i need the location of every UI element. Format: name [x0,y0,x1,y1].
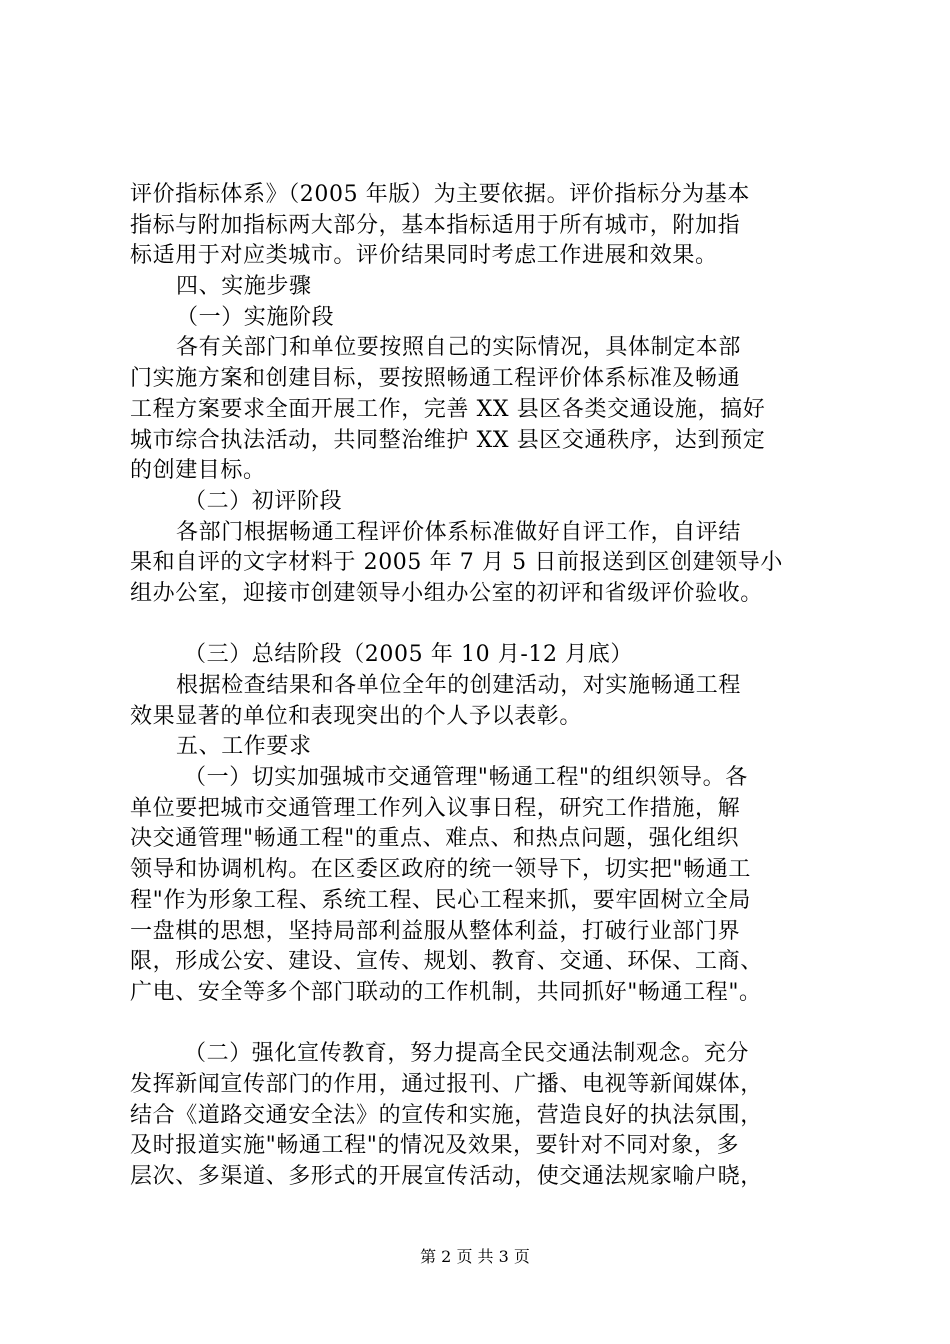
text-line: 城市综合执法活动，共同整治维护 XX 县区交通秩序，达到预定 [130,427,766,453]
section-heading: 五、工作要求 [176,734,312,760]
text-line: 层次、多渠道、多形式的开展宣传活动，使交通法规家喻户晓， [130,1164,763,1189]
text-line: 程"作为形象工程、系统工程、民心工程来抓，要牢固树立全局 [130,887,751,913]
text-line: 指标与附加指标两大部分，基本指标适用于所有城市，附加指 [130,212,741,238]
page-number: 第 2 页 共 3 页 [420,1247,530,1266]
document-body [130,180,850,1193]
text-line: 广电、安全等多个部门联动的工作机制，共同抓好"畅通工程"。 [130,979,762,1005]
text-line: 效果显著的单位和表现突出的个人予以表彰。 [130,703,583,729]
text-line: （一）切实加强城市交通管理"畅通工程"的组织领导。各 [184,765,748,791]
text-line: 限，形成公安、建设、宣传、规划、教育、交通、环保、工商、 [130,949,763,975]
subsection-heading: （一）实施阶段 [176,304,335,330]
text-line: 的创建目标。 [130,458,266,484]
text-line: 根据检查结果和各单位全年的创建活动，对实施畅通工程 [176,673,742,698]
text-line: 组办公室，迎接市创建领导小组办公室的初评和省级评价验收。 [130,580,763,606]
text-line: 果和自评的文字材料于 2005 年 7 月 5 日前报送到区创建领导小 [130,550,783,576]
text-line: 评价指标体系》（2005 年版）为主要依据。评价指标分为基本 [130,182,750,207]
text-line: 标适用于对应类城市。评价结果同时考虑工作进展和效果。 [130,243,718,269]
text-line: 单位要把城市交通管理工作列入议事日程，研究工作措施，解 [130,795,741,821]
text-line: 各有关部门和单位要按照自己的实际情况，具体制定本部 [176,335,742,361]
subsection-heading: （三）总结阶段（2005 年 10 月-12 月底） [184,642,633,668]
page-footer [0,1247,950,1267]
paragraph-gap [130,610,850,641]
text-line: （二）强化宣传教育，努力提高全民交通法制观念。充分 [184,1041,750,1067]
text-line: 及时报道实施"畅通工程"的情况及效果，要针对不同对象，多 [130,1133,740,1159]
text-line: 决交通管理"畅通工程"的重点、难点、和热点问题，强化组织 [130,826,740,852]
section-heading: 四、实施步骤 [176,274,312,300]
text-line: 各部门根据畅通工程评价体系标准做好自评工作，自评结 [176,519,742,545]
text-line: 发挥新闻宣传部门的作用，通过报刊、广播、电视等新闻媒体， [130,1071,763,1097]
text-line: 工程方案要求全面开展工作，完善 XX 县区各类交通设施，搞好 [130,396,766,422]
text-line: 门实施方案和创建目标，要按照畅通工程评价体系标准及畅通 [130,366,741,392]
text-line: 一盘棋的思想，坚持局部利益服从整体利益，打破行业部门界 [130,918,741,944]
paragraph-gap [130,1009,850,1040]
subsection-heading: （二）初评阶段 [184,488,343,514]
text-line: 结合《道路交通安全法》的宣传和实施，营造良好的执法氛围， [130,1102,763,1128]
text-line: 领导和协调机构。在区委区政府的统一领导下，切实把"畅通工 [130,857,751,883]
